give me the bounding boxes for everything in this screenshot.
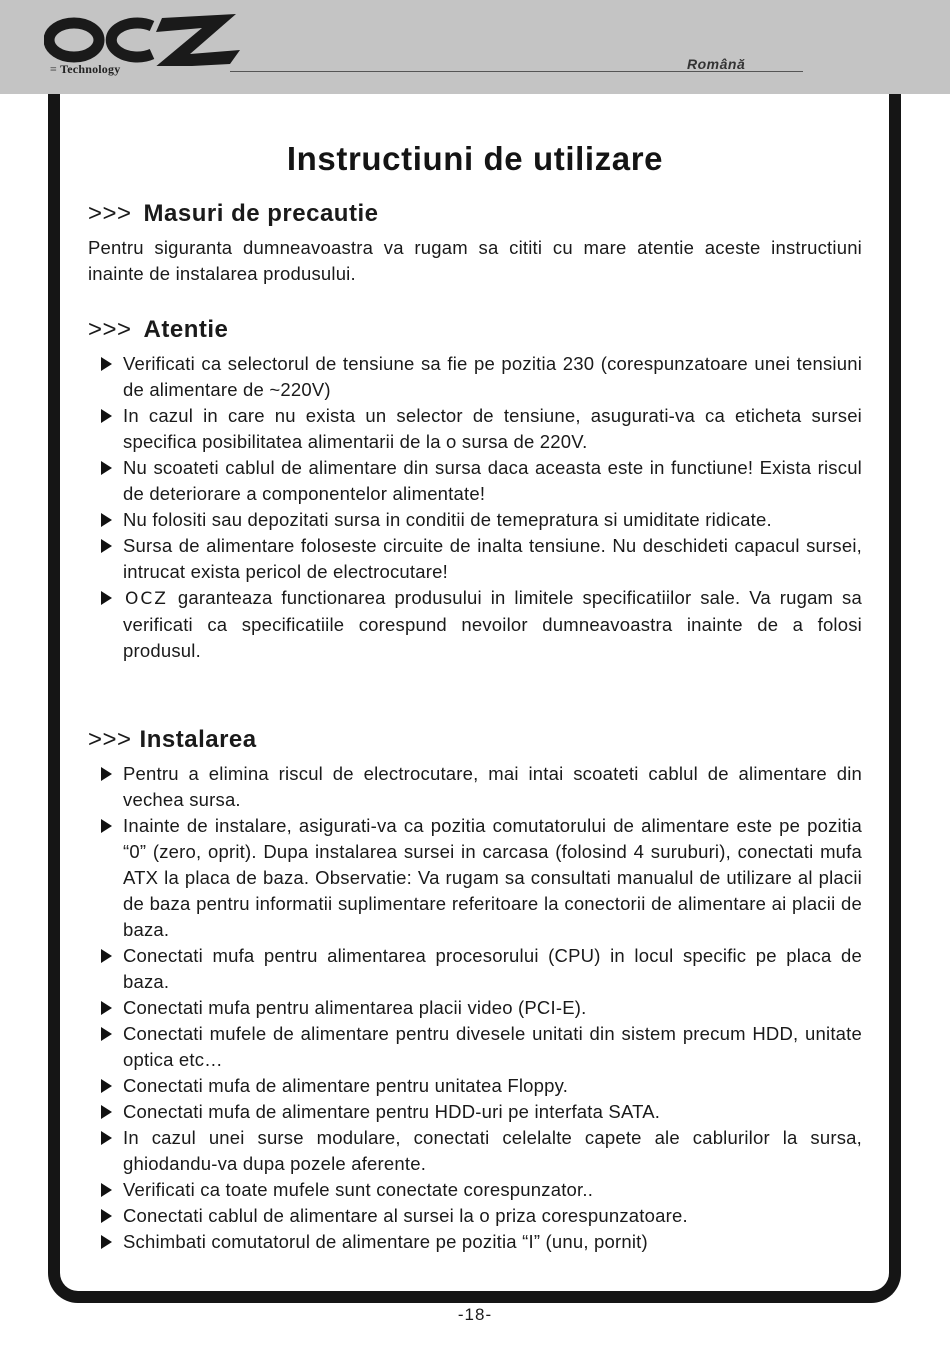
list-item — [100, 1099, 862, 1125]
triangle-bullet-icon — [101, 1235, 112, 1249]
triangle-bullet-icon — [101, 409, 112, 423]
triangle-bullet-icon — [101, 461, 112, 475]
triangle-bullet-icon — [101, 1131, 112, 1145]
installation-list — [100, 761, 862, 1255]
list-item-text: Conectati mufa de alimentare pentru HDD-uri pe interfata SATA. — [123, 1101, 661, 1122]
list-item — [100, 455, 862, 507]
section-title: Instalarea — [139, 726, 257, 753]
list-item-text: In cazul unei surse modulare, conectati celelalte capete ale cablurilor la sursa, ghiodandu-va dupa pozele aferente. — [123, 1127, 862, 1174]
section-arrows: >>> — [88, 200, 132, 227]
list-item-text: Nu folositi sau depozitati sursa in conditii de temepratura si umiditate ridicate. — [123, 509, 772, 530]
list-item — [100, 1229, 862, 1255]
list-item — [100, 813, 862, 943]
page-title: Instructiuni de utilizare — [286, 140, 664, 177]
list-item — [100, 761, 862, 813]
list-item-text: Nu scoateti cablul de alimentare din sursa daca aceasta este in functiune! Exista riscul de deteriorare a componentelor alimentate! — [123, 457, 862, 504]
list-item-text: Verificati ca selectorul de tensiune sa fie pe pozitia 230 (corespunzatoare unei tensiuni de alimentare de ~220V) — [123, 353, 862, 400]
triangle-bullet-icon — [101, 767, 112, 781]
triangle-bullet-icon — [101, 1027, 112, 1041]
list-item-text: Sursa de alimentare foloseste circuite de inalta tensiune. Nu deschideti capacul sursei, intrucat exista pericol de electrocutare! — [123, 535, 862, 582]
list-item — [100, 585, 862, 664]
list-item-text: In cazul in care nu exista un selector de tensiune, asugurati-va ca eticheta sursei specifica posibilitatea alimentarii de la o sursa de 220V. — [123, 405, 862, 452]
list-item — [100, 943, 862, 995]
attention-list — [100, 351, 862, 664]
triangle-bullet-icon — [101, 819, 112, 833]
logo-subtitle: ≡ Technology — [50, 62, 120, 77]
page-number: -18- — [457, 1305, 493, 1324]
triangle-bullet-icon — [101, 1183, 112, 1197]
list-item — [100, 1203, 862, 1229]
list-item-text: Pentru a elimina riscul de electrocutare, mai intai scoateti cablul de alimentare din vechea sursa. — [123, 763, 862, 810]
list-item-text: Conectati mufele de alimentare pentru divesele unitati din sistem precum HDD, unitate optica etc… — [123, 1023, 862, 1070]
section-heading-installation — [88, 726, 257, 754]
list-item — [100, 1073, 862, 1099]
section-heading-attention — [88, 316, 228, 344]
list-item — [100, 533, 862, 585]
list-item-text: Conectati mufa pentru alimentarea procesorului (CPU) in locul specific pe placa de baza. — [123, 945, 862, 992]
triangle-bullet-icon — [101, 539, 112, 553]
list-item — [100, 995, 862, 1021]
section-arrows: >>> — [88, 316, 132, 343]
list-item — [100, 1021, 862, 1073]
list-item — [100, 1125, 862, 1177]
section-arrows: >>> — [88, 726, 132, 753]
list-item — [100, 403, 862, 455]
ocz-logo — [44, 10, 244, 80]
precautions-paragraph: Pentru siguranta dumneavoastra va rugam sa cititi cu mare atentie aceste instructiuni inainte de instalarea produsului. — [88, 237, 862, 284]
list-item-text: Verificati ca toate mufele sunt conectate corespunzator.. — [123, 1179, 594, 1200]
list-item — [100, 1177, 862, 1203]
section-heading-precautions — [88, 200, 378, 228]
list-item-text: Schimbati comutatorul de alimentare pe pozitia “I” (unu, pornit) — [123, 1231, 648, 1252]
triangle-bullet-icon — [101, 1079, 112, 1093]
triangle-bullet-icon — [101, 1001, 112, 1015]
section-title: Masuri de precautie — [143, 200, 379, 227]
section-title: Atentie — [143, 316, 229, 343]
triangle-bullet-icon — [101, 949, 112, 963]
language-label: Română — [687, 56, 746, 72]
triangle-bullet-icon — [101, 357, 112, 371]
inline-brand: OCZ — [125, 589, 168, 609]
list-item — [100, 507, 862, 533]
triangle-bullet-icon — [101, 1209, 112, 1223]
triangle-bullet-icon — [101, 591, 112, 605]
list-item-text: Conectati mufa de alimentare pentru unitatea Floppy. — [123, 1075, 569, 1096]
ocz-logo-mark — [44, 10, 244, 66]
list-item-text: Conectati mufa pentru alimentarea placii video (PCI-E). — [123, 997, 587, 1018]
list-item — [100, 351, 862, 403]
list-item-text: Conectati cablul de alimentare al sursei la o priza corespunzatoare. — [123, 1205, 688, 1226]
triangle-bullet-icon — [101, 513, 112, 527]
list-item-text: Inainte de instalare, asigurati-va ca pozitia comutatorului de alimentare este pe pozitia “0” (zero, oprit). Dupa instalarea sursei in carcasa (folosind 4 suruburi), conectati mufa ATX la placa de baza. Observatie: Va rugam sa consultati manualul de utilizare al placii de baza pentru informatii suplimentare referitoare la conectorii de alimentare ai placii de baza. — [123, 815, 862, 940]
list-item-text: garanteaza functionarea produsului in limitele specificatiilor sale. Va rugam sa verificati ca specificatiile corespund nevoilor dumneavoastra inainte de a folosi produsul. — [123, 587, 862, 661]
triangle-bullet-icon — [101, 1105, 112, 1119]
page-header — [0, 0, 950, 94]
